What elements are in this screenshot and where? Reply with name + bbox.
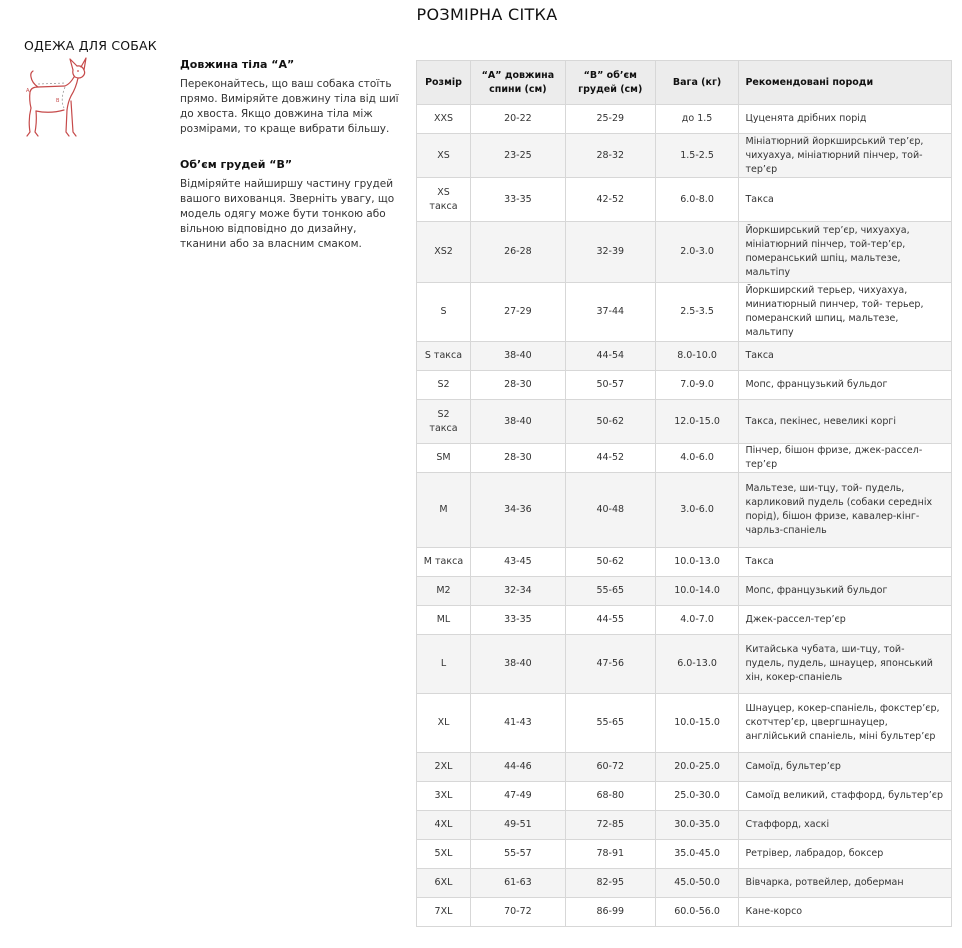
cell-breeds: Мопс, французький бульдог: [739, 371, 952, 400]
cell-breeds: Цуценята дрібних порід: [739, 105, 952, 134]
cell-size: M: [417, 473, 471, 548]
cell-size: XS: [417, 134, 471, 178]
header-girth: “В” об’єм грудей (см): [565, 61, 655, 105]
cell-length: 55-57: [470, 840, 565, 869]
cell-weight: 6.0-13.0: [655, 635, 739, 694]
cell-girth: 50-62: [565, 548, 655, 577]
cell-size: SM: [417, 444, 471, 473]
table-header-row: [417, 61, 952, 105]
table-row: [417, 371, 952, 400]
cell-size: 7XL: [417, 898, 471, 927]
cell-breeds: Самоїд, бультер’єр: [739, 753, 952, 782]
page-title: РОЗМІРНА СІТКА: [416, 5, 558, 24]
length-heading: Довжина тіла “А”: [180, 58, 295, 71]
cell-breeds: Джек-рассел-тер’єр: [739, 606, 952, 635]
table-row: [417, 898, 952, 927]
cell-length: 20-22: [470, 105, 565, 134]
cell-weight: 25.0-30.0: [655, 782, 739, 811]
cell-weight: 4.0-7.0: [655, 606, 739, 635]
cell-girth: 32-39: [565, 222, 655, 283]
cell-size: S2 такса: [417, 400, 471, 444]
cell-girth: 82-95: [565, 869, 655, 898]
size-table: [416, 60, 952, 927]
cell-weight: 10.0-15.0: [655, 694, 739, 753]
cell-weight: 20.0-25.0: [655, 753, 739, 782]
table-row: [417, 869, 952, 898]
cell-weight: 10.0-14.0: [655, 577, 739, 606]
cell-girth: 28-32: [565, 134, 655, 178]
cell-girth: 68-80: [565, 782, 655, 811]
cell-length: 38-40: [470, 635, 565, 694]
cell-breeds: Вівчарка, ротвейлер, доберман: [739, 869, 952, 898]
table-row: [417, 134, 952, 178]
cell-weight: 4.0-6.0: [655, 444, 739, 473]
cell-size: 3XL: [417, 782, 471, 811]
table-row: [417, 444, 952, 473]
table-row: [417, 105, 952, 134]
cell-breeds: Такса: [739, 548, 952, 577]
cell-length: 49-51: [470, 811, 565, 840]
table-row: [417, 178, 952, 222]
table-row: [417, 811, 952, 840]
cell-size: 2XL: [417, 753, 471, 782]
cell-weight: 30.0-35.0: [655, 811, 739, 840]
cell-size: L: [417, 635, 471, 694]
cell-girth: 72-85: [565, 811, 655, 840]
cell-length: 26-28: [470, 222, 565, 283]
dog-measurement-icon: [18, 56, 90, 142]
cell-length: 28-30: [470, 444, 565, 473]
cell-length: 23-25: [470, 134, 565, 178]
cell-weight: 7.0-9.0: [655, 371, 739, 400]
table-row: [417, 606, 952, 635]
cell-girth: 40-48: [565, 473, 655, 548]
cell-breeds: Йоркширський тер’єр, чихуахуа, мініатюрний пінчер, той-тер’єр, померанський шпіц, мальтезе, мальтіпу: [739, 222, 952, 283]
cell-weight: 10.0-13.0: [655, 548, 739, 577]
cell-girth: 44-52: [565, 444, 655, 473]
cell-breeds: Мініатюрний йоркширський тер’єр, чихуахуа, мініатюрний пінчер, той-тер’єр: [739, 134, 952, 178]
cell-breeds: Стаффорд, хаскі: [739, 811, 952, 840]
cell-length: 27-29: [470, 283, 565, 342]
cell-length: 38-40: [470, 400, 565, 444]
cell-girth: 60-72: [565, 753, 655, 782]
table-row: [417, 400, 952, 444]
cell-size: 5XL: [417, 840, 471, 869]
cell-weight: 2.5-3.5: [655, 283, 739, 342]
cell-length: 70-72: [470, 898, 565, 927]
cell-weight: 35.0-45.0: [655, 840, 739, 869]
cell-length: 41-43: [470, 694, 565, 753]
cell-girth: 55-65: [565, 577, 655, 606]
svg-text:A: A: [26, 88, 30, 94]
header-weight: Вага (кг): [655, 61, 739, 105]
cell-weight: 8.0-10.0: [655, 342, 739, 371]
table-row: [417, 548, 952, 577]
table-row: [417, 782, 952, 811]
cell-weight: 2.0-3.0: [655, 222, 739, 283]
cell-girth: 44-55: [565, 606, 655, 635]
cell-breeds: Мопс, французький бульдог: [739, 577, 952, 606]
cell-size: XS2: [417, 222, 471, 283]
cell-weight: 1.5-2.5: [655, 134, 739, 178]
section-title: ОДЕЖА ДЛЯ СОБАК: [24, 38, 157, 53]
cell-length: 34-36: [470, 473, 565, 548]
cell-breeds: Такса: [739, 342, 952, 371]
cell-size: S2: [417, 371, 471, 400]
cell-breeds: Самоїд великий, стаффорд, бультер’єр: [739, 782, 952, 811]
cell-size: 6XL: [417, 869, 471, 898]
cell-breeds: Китайська чубата, ши-тцу, той- пудель, пудель, шнауцер, японський хін, кокер-спаніель: [739, 635, 952, 694]
table-row: [417, 753, 952, 782]
table-row: [417, 577, 952, 606]
cell-girth: 44-54: [565, 342, 655, 371]
cell-length: 33-35: [470, 606, 565, 635]
cell-breeds: Кане-корсо: [739, 898, 952, 927]
cell-length: 33-35: [470, 178, 565, 222]
cell-girth: 42-52: [565, 178, 655, 222]
cell-size: XXS: [417, 105, 471, 134]
table-row: [417, 222, 952, 283]
cell-size: 4XL: [417, 811, 471, 840]
table-row: [417, 840, 952, 869]
svg-text:B: B: [56, 98, 60, 104]
cell-breeds: Такса: [739, 178, 952, 222]
cell-weight: 60.0-56.0: [655, 898, 739, 927]
cell-breeds: Пінчер, бішон фризе, джек-рассел-тер’єр: [739, 444, 952, 473]
girth-heading: Об’єм грудей “В”: [180, 158, 293, 171]
cell-weight: 3.0-6.0: [655, 473, 739, 548]
cell-girth: 47-56: [565, 635, 655, 694]
table-row: [417, 283, 952, 342]
cell-weight: до 1.5: [655, 105, 739, 134]
cell-size: XL: [417, 694, 471, 753]
cell-girth: 78-91: [565, 840, 655, 869]
cell-size: XS такса: [417, 178, 471, 222]
cell-size: S: [417, 283, 471, 342]
girth-text: Відміряйте найширшу частину грудей вашого вихованця. Зверніть увагу, що модель одягу може бути тонкою або вільною відповідно до дизайну, тканини або за власним смаком.: [180, 178, 395, 250]
cell-girth: 86-99: [565, 898, 655, 927]
measurement-info: [180, 58, 406, 273]
cell-length: 43-45: [470, 548, 565, 577]
cell-length: 28-30: [470, 371, 565, 400]
cell-girth: 55-65: [565, 694, 655, 753]
cell-size: M2: [417, 577, 471, 606]
cell-girth: 50-57: [565, 371, 655, 400]
cell-weight: 6.0-8.0: [655, 178, 739, 222]
table-body: [417, 105, 952, 927]
cell-length: 61-63: [470, 869, 565, 898]
header-size: Розмір: [417, 61, 471, 105]
cell-length: 44-46: [470, 753, 565, 782]
header-length: “А” довжина спини (см): [470, 61, 565, 105]
cell-breeds: Шнауцер, кокер-спаніель, фокстер’єр, скотчтер’єр, цвергшнауцер, англійський спаніель, міні бультер’єр: [739, 694, 952, 753]
table-row: [417, 635, 952, 694]
cell-breeds: Мальтезе, ши-тцу, той- пудель, карликовий пудель (собаки середніх порід), бішон фризе, кавалер-кінг-чарльз-спаніель: [739, 473, 952, 548]
table-row: [417, 473, 952, 548]
length-text: Переконайтесь, що ваш собака стоїть прямо. Виміряйте довжину тіла від шиї до хвоста. Якщо довжина тіла між розмірами, то краще вибрати більшу.: [180, 78, 399, 135]
cell-size: ML: [417, 606, 471, 635]
header-breeds: Рекомендовані породи: [739, 61, 952, 105]
cell-girth: 25-29: [565, 105, 655, 134]
table-row: [417, 694, 952, 753]
cell-length: 32-34: [470, 577, 565, 606]
cell-breeds: Такса, пекінес, невеликі коргі: [739, 400, 952, 444]
cell-weight: 45.0-50.0: [655, 869, 739, 898]
cell-length: 38-40: [470, 342, 565, 371]
cell-girth: 50-62: [565, 400, 655, 444]
table-row: [417, 342, 952, 371]
cell-girth: 37-44: [565, 283, 655, 342]
cell-breeds: Йоркширский терьер, чихуахуа, миниатюрный пинчер, той- терьер, померанский шпиц, мальтезе, мальтипу: [739, 283, 952, 342]
cell-weight: 12.0-15.0: [655, 400, 739, 444]
cell-size: S такса: [417, 342, 471, 371]
cell-breeds: Ретрівер, лабрадор, боксер: [739, 840, 952, 869]
cell-length: 47-49: [470, 782, 565, 811]
cell-size: M такса: [417, 548, 471, 577]
